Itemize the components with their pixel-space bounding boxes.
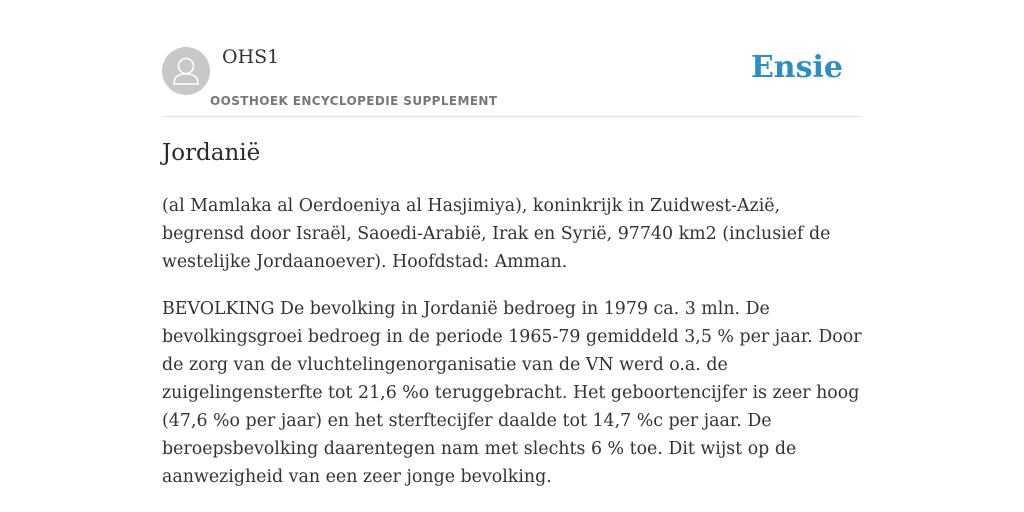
article-paragraph: (al Mamlaka al Oerdoeniya al Hasjimiya), koninkrijk in Zuidwest-Azië, begrensd door Israël, Saoedi-Arabië, Irak en Syrië, 97740 km2 (inclusief de westelijke Jordaanoever). Hoofdstad: Amman.: [162, 196, 831, 272]
article-header: [162, 0, 862, 117]
article-title: Jordanië: [162, 140, 261, 166]
page-container: [162, 0, 862, 487]
brand-logo[interactable]: Ensie: [750, 50, 843, 85]
author-name[interactable]: OHS1: [222, 46, 280, 68]
source-label[interactable]: OOSTHOEK ENCYCLOPEDIE SUPPLEMENT: [210, 94, 498, 108]
avatar[interactable]: [162, 47, 210, 95]
user-silhouette-icon: [162, 47, 210, 95]
article-paragraph: BEVOLKING De bevolking in Jordanië bedroeg in 1979 ca. 3 mln. De bevolkingsgroei bedroeg in de periode 1965-79 gemiddeld 3,5 % per jaar. Door de zorg van de vluchtelingenorganisatie van de VN werd o.a. de zuigelingensterfte tot 21,6 %o teruggebracht. Het geboortencijfer is zeer hoog (47,6 %o per jaar) en het sterftecijfer daalde tot 14,7 %c per jaar. De beroepsbevolking daarentegen nam met slechts 6 % toe. Dit wijst op de aanwezigheid van een zeer jonge bevolking.: [162, 299, 862, 487]
